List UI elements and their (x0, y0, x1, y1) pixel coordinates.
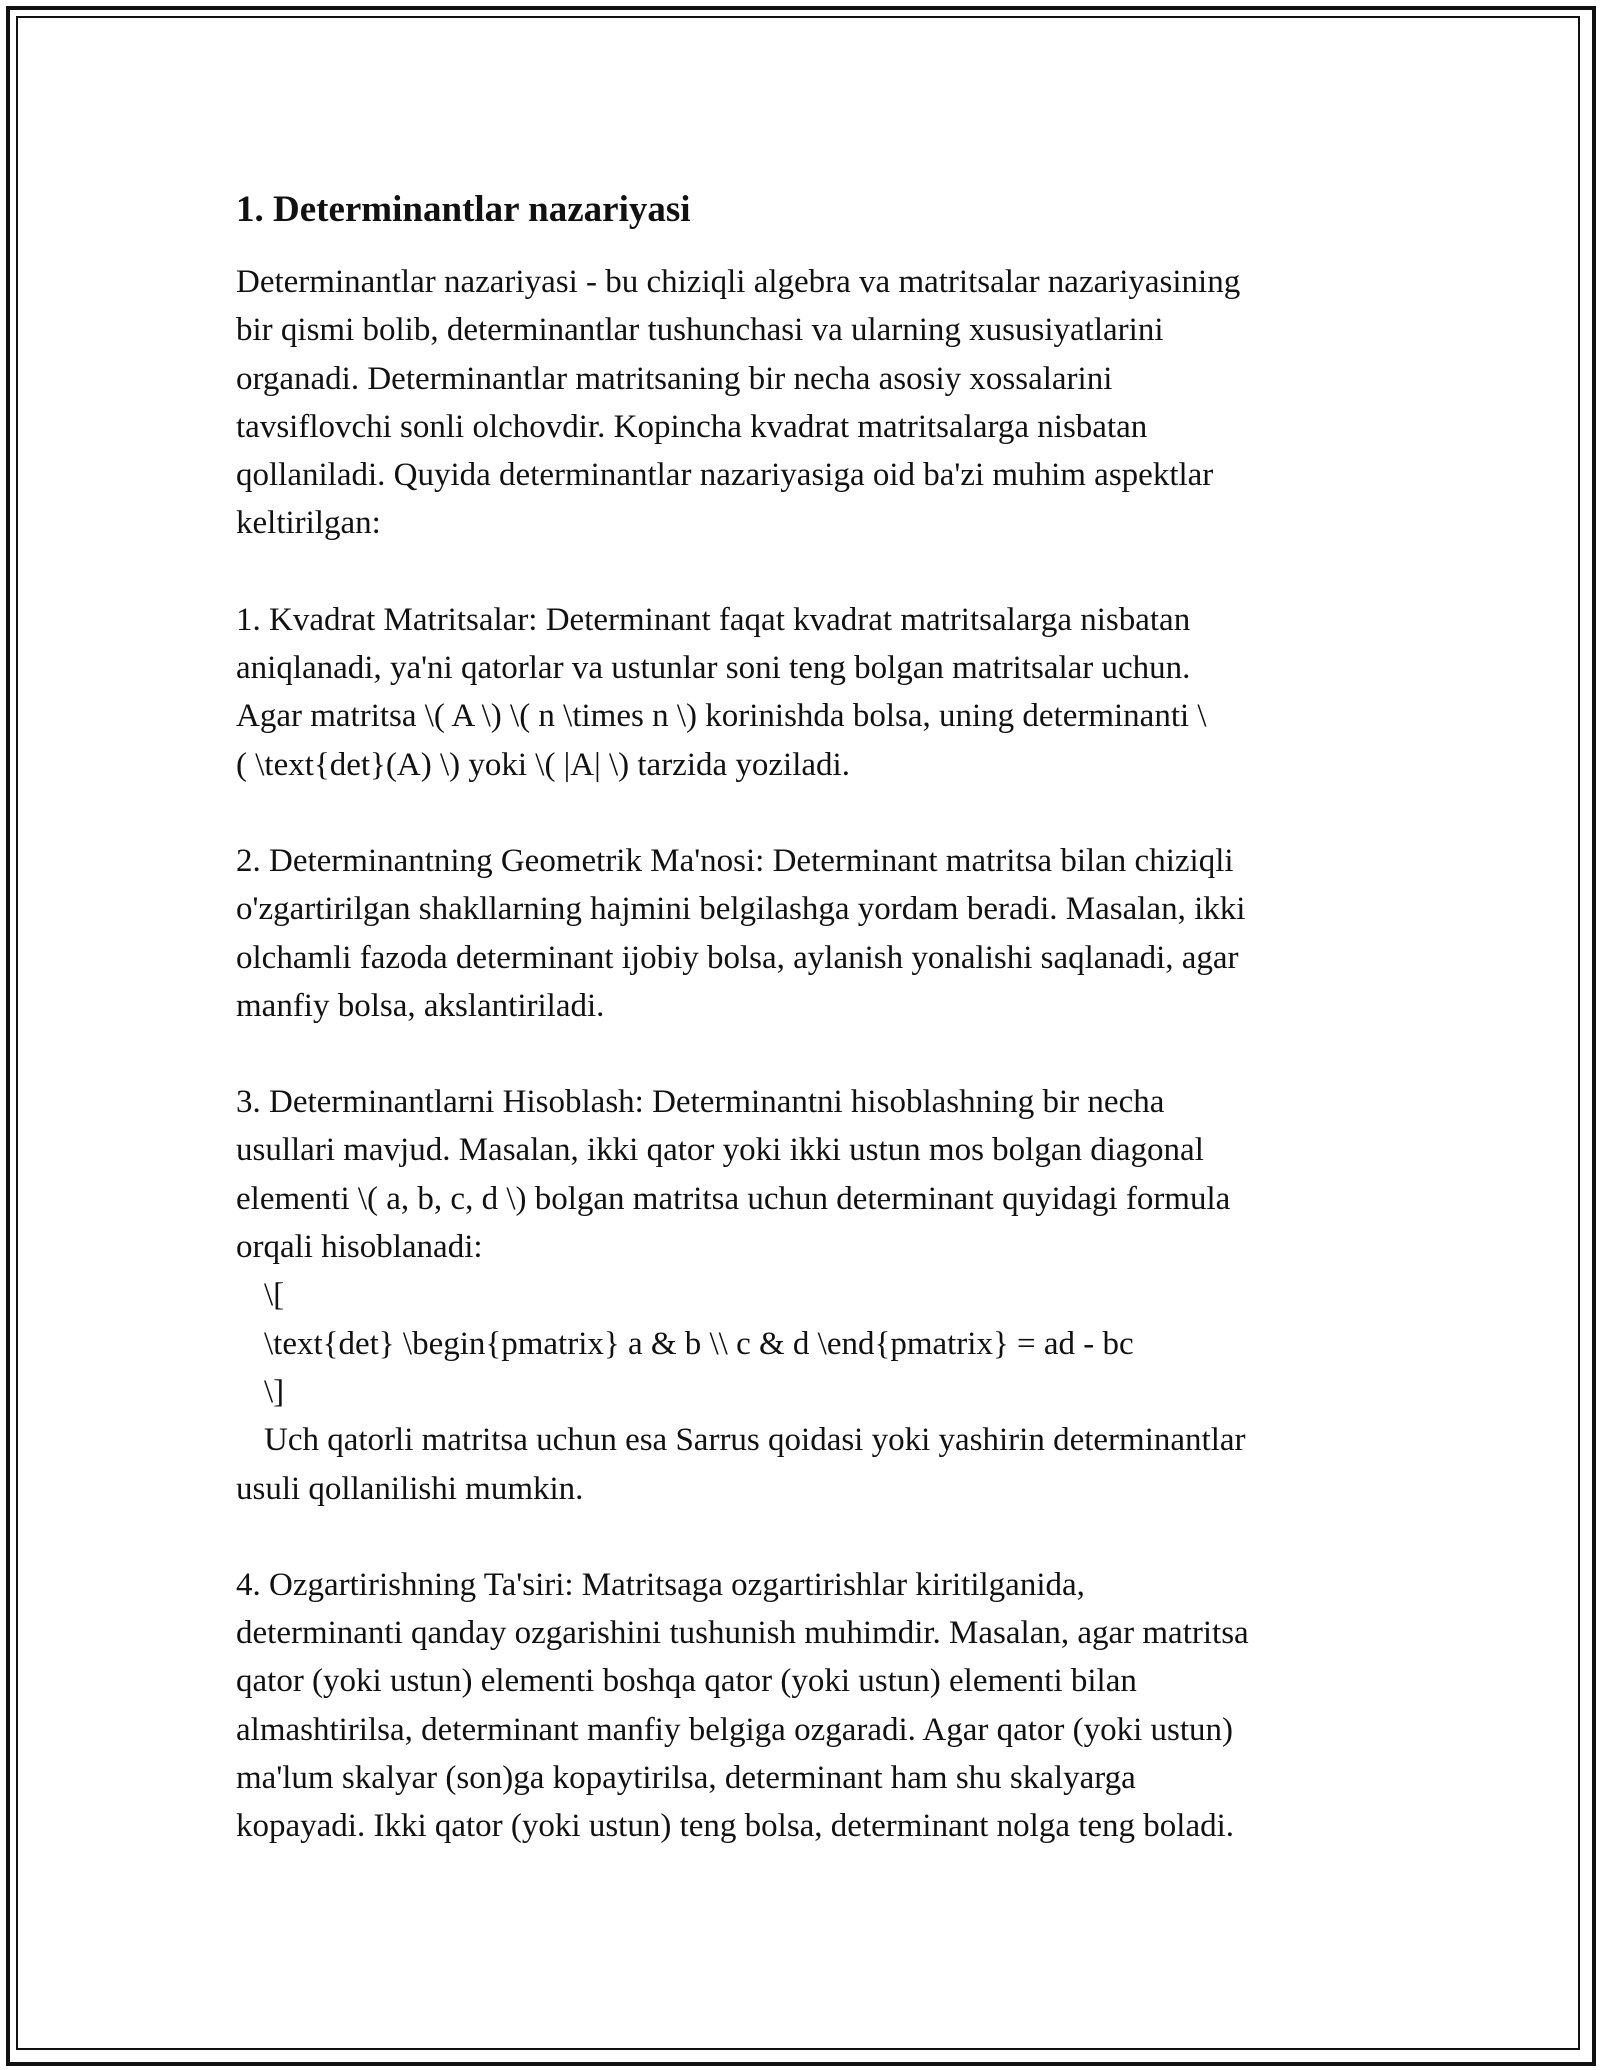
text-line: orqali hisoblanadi: (236, 1229, 483, 1266)
text-line: Agar matritsa \( A \) \( n \times n \) korinishda bolsa, uning determinanti \ (236, 698, 1207, 735)
section-heading: 1. Determinantlar nazariyasi (236, 189, 691, 230)
text-line: kopayadi. Ikki qator (yoki ustun) teng bolsa, determinant nolga teng boladi. (236, 1808, 1235, 1845)
text-line: almashtirilsa, determinant manfiy belgiga ozgaradi. Agar qator (yoki ustun) (236, 1711, 1234, 1748)
text-line: olchamli fazoda determinant ijobiy bolsa, aylanish yonalishi saqlanadi, agar (236, 939, 1239, 976)
text-line: Determinantlar nazariyasi - bu chiziqli algebra va matritsalar nazariyasining (236, 264, 1241, 300)
text-line: aniqlanadi, ya'ni qatorlar va ustunlar soni teng bolgan matritsalar uchun. (236, 650, 1191, 687)
formula-line: \[ (264, 1277, 285, 1314)
document-body (236, 186, 1376, 1851)
text-line: determinanti qanday ozgarishini tushunish muhimdir. Masalan, agar matritsa (236, 1615, 1249, 1652)
section-4-paragraph (236, 1561, 1376, 1851)
text-line: tavsiflovchi sonli olchovdir. Kopincha kvadrat matritsalarga nisbatan (236, 408, 1148, 445)
text-line: manfiy bolsa, akslantiriladi. (236, 987, 605, 1024)
text-line: Uch qatorli matritsa uchun esa Sarrus qoidasi yoki yashirin determinantlar (264, 1422, 1246, 1459)
section-1-paragraph (236, 596, 1376, 789)
text-line: ( \text{det}(A) \) yoki \( |A| \) tarzida yoziladi. (236, 746, 850, 783)
text-line: bir qismi bolib, determinantlar tushunchasi va ularning xususiyatlarini (236, 312, 1164, 349)
text-line: 1. Kvadrat Matritsalar: Determinant faqat kvadrat matritsalarga nisbatan (236, 601, 1191, 638)
text-line: o'zgartirilgan shakllarning hajmini belgilashga yordam beradi. Masalan, ikki (236, 891, 1246, 928)
section-3-paragraph (236, 1078, 1376, 1513)
formula-line: \] (264, 1373, 285, 1410)
text-line: elementi \( a, b, c, d \) bolgan matritsa uchun determinant quyidagi formula (236, 1180, 1231, 1217)
section-2-paragraph (236, 837, 1376, 1030)
formula-line: \text{det} \begin{pmatrix} a & b \\ c & d \end{pmatrix} = ad - bc (264, 1325, 1134, 1362)
text-line: ma'lum skalyar (son)ga kopaytirilsa, determinant ham shu skalyarga (236, 1760, 1136, 1797)
text-line: usuli qollanilishi mumkin. (236, 1470, 584, 1507)
text-line: 2. Determinantning Geometrik Ma'nosi: Determinant matritsa bilan chiziqli (236, 842, 1234, 879)
text-line: usullari mavjud. Masalan, ikki qator yoki ikki ustun mos bolgan diagonal (236, 1132, 1204, 1169)
text-line: organadi. Determinantlar matritsaning bir necha asosiy xossalarini (236, 360, 1113, 397)
text-line: 4. Ozgartirishning Ta'siri: Matritsaga ozgartirishlar kiritilganida, (236, 1566, 1085, 1603)
text-line: 3. Determinantlarni Hisoblash: Determinantni hisoblashning bir necha (236, 1084, 1165, 1121)
text-line: qator (yoki ustun) elementi boshqa qator (yoki ustun) elementi bilan (236, 1663, 1137, 1700)
text-line: qollaniladi. Quyida determinantlar nazariyasiga oid ba'zi muhim aspektlar (236, 457, 1214, 494)
text-line: keltirilgan: (236, 505, 381, 542)
intro-paragraph (236, 258, 1376, 548)
